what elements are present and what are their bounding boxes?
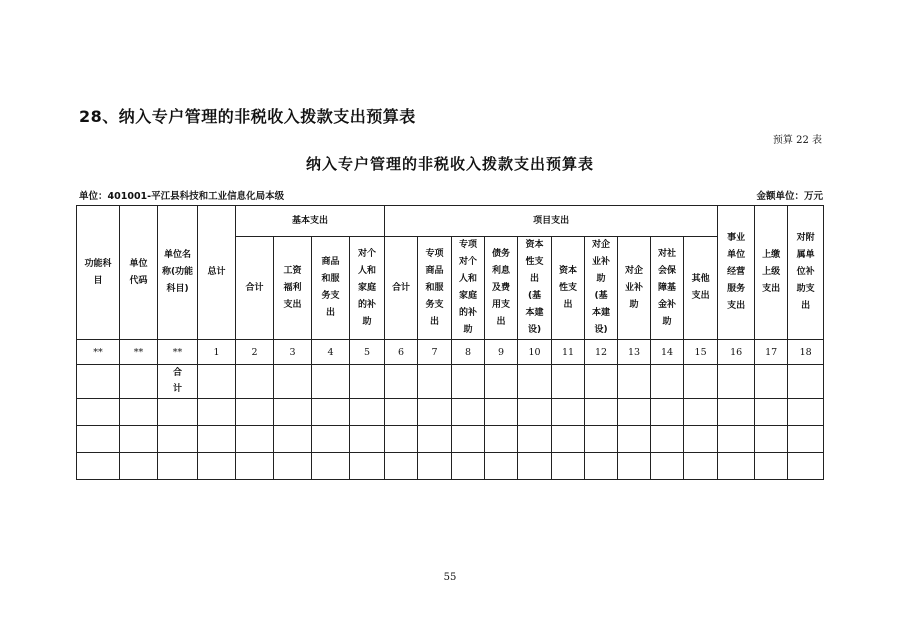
table-cell: [452, 365, 485, 399]
table-cell: [77, 365, 120, 399]
table-row: [77, 426, 824, 453]
table-cell: [418, 365, 452, 399]
header-special-individual: 专项对个人和家庭的补助: [452, 237, 485, 340]
index-row: [77, 340, 824, 365]
table-cell: [755, 365, 788, 399]
index-cell: 7: [418, 340, 452, 365]
index-cell: **: [120, 340, 158, 365]
index-cell: 12: [585, 340, 618, 365]
table-cell: [718, 365, 755, 399]
total-label: 合计: [158, 365, 198, 399]
budget-table: [76, 205, 824, 480]
index-cell: **: [158, 340, 198, 365]
header-individual-subsidy: 对个人和家庭的补助: [350, 237, 385, 340]
table-cell: [518, 365, 552, 399]
header-salary-welfare: 工资福利支出: [274, 237, 312, 340]
index-cell: 3: [274, 340, 312, 365]
index-cell: 4: [312, 340, 350, 365]
header-enterprise-construction: 对企业补助(基本建设): [585, 237, 618, 340]
header-affiliate-subsidy: 对附属单位补助支出: [788, 206, 824, 340]
header-basic-group: 基本支出: [236, 206, 385, 237]
table-row: [77, 453, 824, 480]
table-cell: [585, 365, 618, 399]
table-title: 纳入专户管理的非税收入拨款支出预算表: [305, 155, 594, 173]
header-other: 其他支出: [684, 237, 718, 340]
header-remit-upper: 上缴上级支出: [755, 206, 788, 340]
unit-label: 单位：401001-平江县科技和工业信息化局本级: [79, 191, 285, 202]
table-cell: [485, 365, 518, 399]
header-special-goods: 专项商品和服务支出: [418, 237, 452, 340]
header-project-group: 项目支出: [385, 206, 718, 237]
total-row: [77, 365, 824, 399]
header-business-operations: 事业单位经营服务支出: [718, 206, 755, 340]
section-title: 28、纳入专户管理的非税收入拨款支出预算表: [79, 107, 416, 126]
table-cell: [312, 365, 350, 399]
index-cell: 18: [788, 340, 824, 365]
index-cell: 16: [718, 340, 755, 365]
table-row: [77, 399, 824, 426]
page-number: 55: [443, 572, 457, 583]
header-project-total: 合计: [385, 237, 418, 340]
header-capital: 资本性支出: [552, 237, 585, 340]
index-cell: 14: [651, 340, 684, 365]
table-cell: [552, 365, 585, 399]
table-cell: [788, 365, 824, 399]
index-cell: 2: [236, 340, 274, 365]
header-goods-services: 商品和服务支出: [312, 237, 350, 340]
header-enterprise-subsidy: 对企业补助: [618, 237, 651, 340]
table-cell: [120, 365, 158, 399]
index-cell: 13: [618, 340, 651, 365]
index-cell: 5: [350, 340, 385, 365]
table-cell: [350, 365, 385, 399]
index-cell: 17: [755, 340, 788, 365]
header-total: 总计: [198, 206, 236, 340]
index-cell: 15: [684, 340, 718, 365]
table-cell: [274, 365, 312, 399]
index-cell: **: [77, 340, 120, 365]
header-debt-interest: 债务利息及费用支出: [485, 237, 518, 340]
amount-unit-label: 金额单位：万元: [756, 191, 823, 202]
table-cell: [385, 365, 418, 399]
header-social-security: 对社会保障基金补助: [651, 237, 684, 340]
index-cell: 11: [552, 340, 585, 365]
index-cell: 6: [385, 340, 418, 365]
table-cell: [236, 365, 274, 399]
table-code: 预算 22 表: [772, 135, 822, 146]
header-func-subject: 功能科目: [77, 206, 120, 340]
table-cell: [618, 365, 651, 399]
index-cell: 8: [452, 340, 485, 365]
header-unit-name: 单位名称(功能科目): [158, 206, 198, 340]
index-cell: 9: [485, 340, 518, 365]
header-unit-code: 单位代码: [120, 206, 158, 340]
index-cell: 1: [198, 340, 236, 365]
header-basic-total: 合计: [236, 237, 274, 340]
table-cell: [651, 365, 684, 399]
header-capital-construction: 资本性支出(基本建设): [518, 237, 552, 340]
index-cell: 10: [518, 340, 552, 365]
table-cell: [198, 365, 236, 399]
table-cell: [684, 365, 718, 399]
